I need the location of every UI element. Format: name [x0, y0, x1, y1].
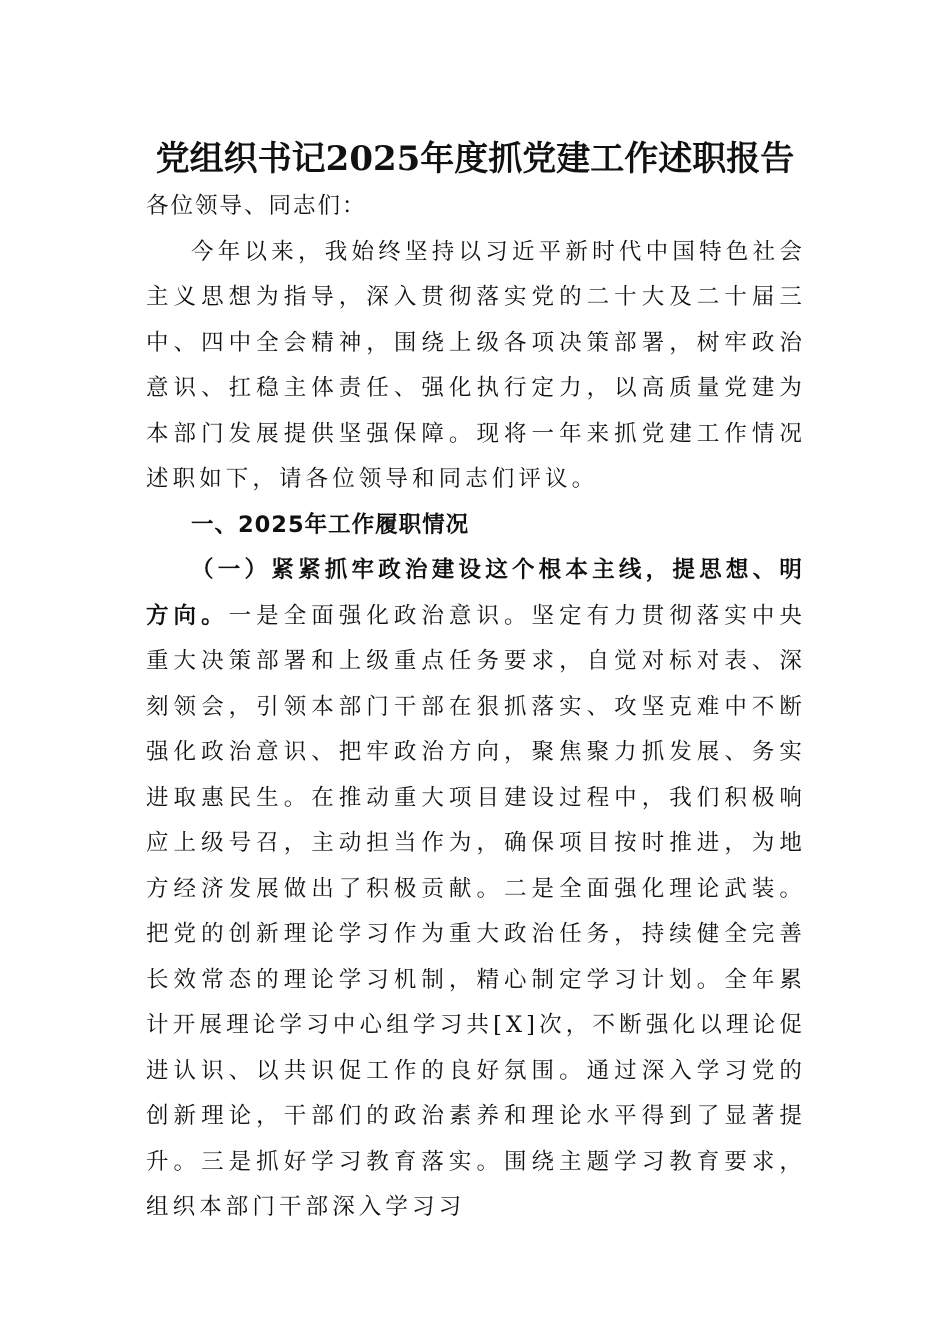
subsection-body: 一是全面强化政治意识。坚定有力贯彻落实中央重大决策部署和上级重点任务要求，自觉对标对表、深刻领会，引领本部门干部在狠抓落实、攻坚克难中不断强化政治意识、把牢政治方向，聚焦聚力抓发展、务实进取惠民生。在推动重大项目建设过程中，我们积极响应上级号召，主动担当作为，确保项目按时推进，为地方经济发展做出了积极贡献。二是全面强化理论武装。把党的创新理论学习作为重大政治任务，持续健全完善长效常态的理论学习机制，精心制定学习计划。全年累计开展理论学习中心组学习共[X]次，不断强化以理论促进认识、以共识促工作的良好氛围。通过深入学习党的创新理论，干部们的政治素养和理论水平得到了显著提升。三是抓好学习教育落实。围绕主题学习教育要求，组织本部门干部深入学习习	[146, 602, 806, 1220]
subsection-paragraph	[146, 548, 806, 1231]
intro-paragraph: 今年以来，我始终坚持以习近平新时代中国特色社会主义思想为指导，深入贯彻落实党的二十大及二十届三中、四中全会精神，围绕上级各项决策部署，树牢政治意识、扛稳主体责任、强化执行定力，以高质量党建为本部门发展提供坚强保障。现将一年来抓党建工作情况述职如下，请各位领导和同志们评议。	[146, 238, 806, 492]
document-title: 党组织书记2025年度抓党建工作述职报告	[155, 138, 795, 179]
subsection-lead: （一）紧紧抓牢政治建设这个根本主线，提思想、明方向。	[146, 557, 806, 629]
document-body	[146, 184, 806, 1231]
section-heading: 一、2025年工作履职情况	[191, 511, 470, 538]
salutation: 各位领导、同志们：	[146, 193, 367, 219]
